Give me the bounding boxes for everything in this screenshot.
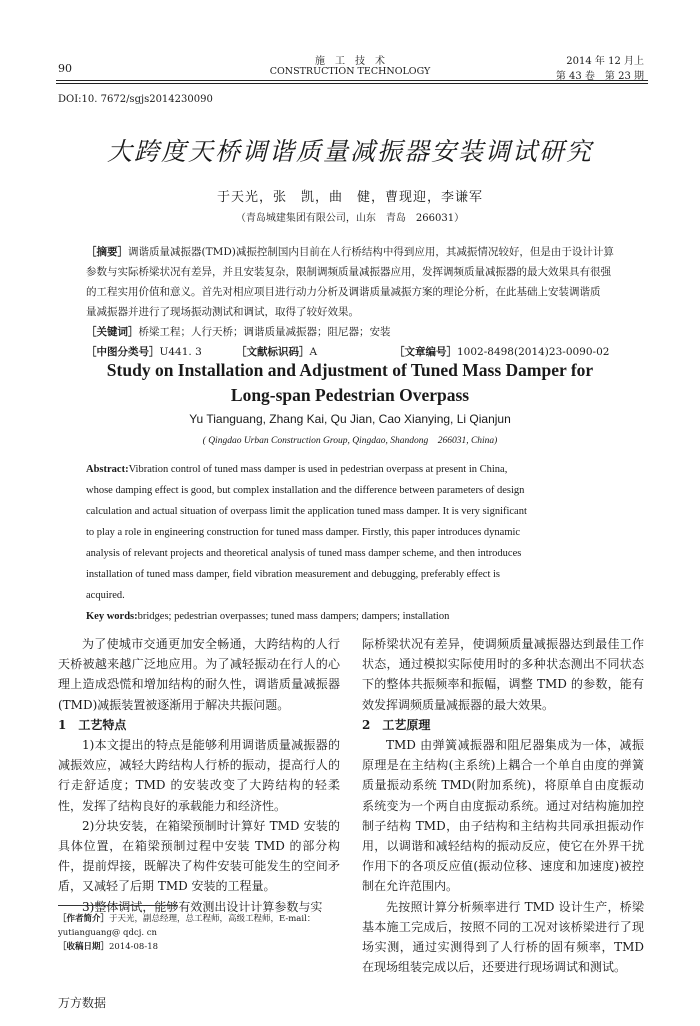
article-no-value: 1002-8498(2014)23-0090-02 [457,346,610,358]
section-2-heading: 2 工艺原理 [362,717,431,732]
abstract-en-line: to play a role in engineering construction for tuned mass damper. Firstly, this paper introduces dynamic [86,527,521,538]
author-bio-label: ［作者简介］ [58,914,110,924]
header-rule-thin [56,83,648,84]
abstract-en-line: acquired. [86,590,125,601]
paragraph: 2)分块安装，在箱梁预制时计算好 TMD 安装的具体位置，在箱梁预制过程中安装 TMD 的部分构件，提前焊接，既解决了构件安装可能发生的空间矛盾，又减轻了后期 TMD 安装的工程量。 [58,818,340,894]
abstract-cn-line: 调谐质量减振器(TMD)减振控制国内目前在人行桥结构中得到应用，其减振情况较好，但是由于设计计算 [128,246,614,258]
abstract-cn-line: 的工程实用价值和意义。首先对相应项目进行动力分析及调谐质量减振方案的理论分析，在此基础上安装调谐质 [86,286,601,298]
received-date-label: ［收稿日期］ [58,942,110,952]
author-bio: 于天光，副总经理，总工程师，高级工程师，E-mail：yutianguang@ qdcj. cn [58,914,316,938]
intro-paragraph: 为了使城市交通更加安全畅通，大跨结构的人行天桥被越来越广泛地应用。为了减轻振动在行人的心理上造成恐慌和增加结构的耐久性，调谐质量减振器(TMD)减振装置被逐渐用于解决共振问题。 [58,637,340,712]
watermark: 万方数据 [58,996,107,1010]
doi: DOI:10. 7672/sgjs2014230090 [58,94,213,105]
abstract-en-line: analysis of relevant projects and theoretical analysis of tuned mass damper scheme, and then introduces [86,548,522,559]
keywords-en: bridges; pedestrian overpasses; tuned mass dampers; dampers; installation [137,611,450,622]
paragraph: 际桥梁状况有差异，使调频质量减振器达到最佳工作状态，通过模拟实际使用时的多种状态测出不同状态下的整体共振频率和振幅，调整 TMD 的参数，能有效发挥调频质量减振器的最大效果。 [362,637,644,712]
section-1-heading: 1 工艺特点 [58,717,127,732]
journal-title-en: CONSTRUCTION TECHNOLOGY [269,66,431,77]
keywords-cn: 桥梁工程；人行天桥；调谐质量减振器；阻尼器；安装 [138,326,391,338]
page-number: 90 [58,62,72,75]
article-no-label: ［文章编号］ [394,346,457,358]
affiliation-cn: （青岛城建集团有限公司，山东 青岛 266031） [235,213,465,224]
journal-title-cn: 施 工 技 术 [315,56,385,67]
issue-volume: 第 43 卷 第 23 期 [555,71,644,82]
received-date: 2014-08-18 [109,942,159,952]
title-cn: 大跨度天桥调谐质量减振器安装调试研究 [106,137,593,166]
abstract-en-line: Vibration control of tuned mass damper is used in pedestrian overpass at present in China, [128,464,508,475]
abstract-cn-line: 参数与实际桥梁状况有差异，并且安装复杂，限制调频质量减振器应用，发挥调频质量减振器的最大效果具有很强 [86,266,611,278]
abstract-en-line: whose damping effect is good, but complex installation and the difference between parameters of design [86,485,525,496]
footnote-rule [58,905,178,906]
right-column [362,634,644,977]
title-en [0,358,700,408]
paragraph: 3)整体调试，能够有效测出设计计算参数与实 [82,899,323,914]
paragraph: 先按照计算分析频率进行 TMD 设计生产，桥梁基本施工完成后，按照不同的工况对该桥梁进行了现场实测，通过实测得到了人行桥的固有频率，TMD 在现场组装完成以后，还要进行现场调试和测试。 [362,899,644,975]
title-en-line: Long-span Pedestrian Overpass [230,385,470,405]
abstract-cn [86,242,614,362]
paragraph: 1)本文提出的特点是能够利用调谐质量减振器的减振效应，减轻大跨结构人行桥的振动，提高行人的行走舒适度；TMD 的安装改变了大跨结构的轻柔性，发挥了结构良好的承载能力和经济性。 [58,738,340,813]
abstract-en-label: Abstract: [86,464,129,475]
abstract-en-line: installation of tuned mass damper, field vibration measurement and debugging, preferably effect is [86,569,501,580]
left-column [58,634,340,917]
issue-date: 2014 年 12 月上 [566,56,644,67]
header-rule [56,80,648,81]
clc-value: U441. 3 [159,346,202,358]
abstract-cn-label: ［摘要］ [86,246,128,258]
doc-code-value: A [309,346,318,358]
authors-en: Yu Tianguang, Zhang Kai, Qu Jian, Cao Xianying, Li Qianjun [189,412,511,426]
affiliation-en: ( Qingdao Urban Construction Group, Qingdao, Shandong 266031, China) [202,436,498,446]
paragraph: TMD 由弹簧减振器和阻尼器集成为一体，减振原理是在主结构(主系统)上耦合一个单自由度的弹簧质量振动系统 TMD(附加系统)，将原单自由度振动系统变为一个两自由度振动系统。通过对结构施加控制子结构 TMD，由子结构和主结构共同承担振动作用，以调谐和减轻结构的振动反应，使它在外界干扰作用下的各项反应值(振动位移、速度和加速度)被控制在允许范围内。 [362,738,644,894]
abstract-cn-line: 量减振器并进行了现场振动测试和调试，取得了较好效果。 [86,306,359,318]
authors-cn: 于天光，张 凯，曲 健，曹现迎，李谦军 [216,190,483,205]
title-en-line: Study on Installation and Adjustment of Tuned Mass Damper for [106,360,594,380]
keywords-cn-label: ［关键词］ [86,326,139,338]
clc-label: ［中图分类号］ [86,346,160,358]
doc-code-label: ［文献标识码］ [236,346,310,358]
abstract-en [86,459,614,627]
footnote [58,912,340,954]
abstract-en-line: calculation and actual situation of overpass limit the application tuned mass damper. It is very significant [86,506,527,517]
keywords-en-label: Key words: [86,611,138,622]
